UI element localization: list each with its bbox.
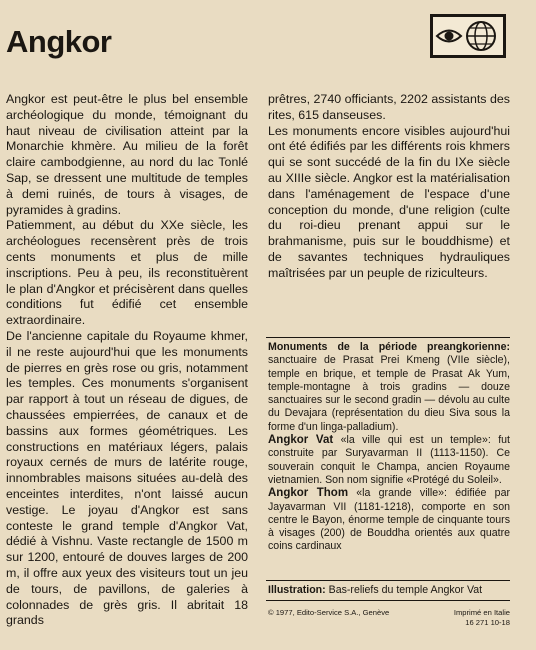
eye-globe-icon: [430, 14, 506, 58]
right-column: [268, 92, 510, 282]
illustration-label: Illustration:: [268, 584, 326, 596]
card-title: Angkor: [6, 24, 112, 59]
illustration-top-rule: [266, 580, 510, 581]
box-angkor-thom-text: «la grande ville»: édifiée par Jayavarman VII (1181-1218), comporte en son centre le Bayon, énorme temple de cinquante tours à visages (200) de Bouddha orientés aux quatre coins cardinaux: [268, 487, 510, 553]
box-preangkor-heading: Monuments de la période preangkorienne:: [268, 341, 510, 353]
left-paragraph: Angkor est peut-être le plus bel ensemble archéologique du monde, témoignant du haut niveau de civilisation atteint par la Monarchie khmère. Au milieu de la forêt claire cambodgienne, au nord du lac Tonlé Sap, se dressent une multitude de temples à demi ruinés, de tours à visages, de pyramides à gradins.: [6, 92, 248, 217]
logo-graphic: [433, 17, 503, 55]
left-column: [6, 92, 248, 629]
left-paragraph: Patiemment, au début du XXe siècle, les archéologues recensèrent près de trois cents monuments et plus de mille inscriptions. Peu à peu, ils reconstituèrent le plan d'Angkor et précisèrent dans quelles conditions fut édifié cet ensemble extraordinaire.: [6, 218, 248, 328]
box-angkor-thom-heading: Angkor Thom: [268, 487, 349, 500]
right-paragraph: Les monuments encore visibles aujourd'hui ont été édifiés par les différents rois khmers qui se sont succédé de la fin du IXe siècle au XIIIe siècle. Angkor est la matérialisation dans l'aménagement de l'espace d'une conception du monde, d'une religion (culte du roi-dieu prenant appui sur le brahmanisme, puis sur le bouddhisme) et de savantes techniques hydrauliques maîtrisées par un peuple de riziculteurs.: [268, 123, 510, 280]
monuments-box: [268, 341, 510, 554]
left-paragraph: De l'ancienne capitale du Royaume khmer, il ne reste aujourd'hui que les monuments de pierres en grès rose ou gris, notamment les temples. Ces monuments s'organisent par rapport à tout un réseau de digues, de chaussées empierrées, de canaux et de bassins aux formes géométriques. Les constructions en matériaux légers, palais royaux cernés de murs de latérite rouge, innombrables maisons situées au-delà des enceintes interdites, n'ont laissé aucun vestige. Le joyau d'Angkor est sans conteste le grand temple d'Angkor Vat, dédié à Vishnu. Vaste rectangle de 1500 m sur 1200, entouré de douves larges de 200 m, il offre aux yeux des visiteurs tout un jeu de tours, de pavillons, de galeries à colonnades de grès gris. Il abritait 18 grands: [6, 328, 248, 628]
box-angkor-vat: [268, 434, 510, 487]
illustration-text: Bas-reliefs du temple Angkor Vat: [325, 584, 483, 596]
footer-print-info: [418, 608, 510, 628]
box-preangkor-text: sanctuaire de Prasat Prei Kmeng (VIIe siècle), temple en brique, et temple de Prasat Ak Yum, temple-montagne à trois gradins — douze sanctuaires sur le second gradin — dévolu au culte du Devajara (représentation du dieu Siva sous la forme d'un linga-palladium).: [268, 354, 510, 433]
footer-printed: Imprimé en Italie: [453, 608, 510, 617]
box-preangkor: [268, 341, 510, 434]
right-paragraph: prêtres, 2740 officiants, 2202 assistants des rites, 615 danseuses.: [268, 92, 510, 122]
illustration-caption: [268, 584, 510, 597]
footer-rule: [266, 600, 510, 601]
box-angkor-vat-text: «la ville qui est un temple»: fut construite par Suryavarman II (1113-1150). Ce souverain conquit le Champa, ancien Royaume vietnamien. Son nom signifie «Protégé du Soleil».: [268, 434, 510, 486]
box-angkor-vat-heading: Angkor Vat: [268, 434, 334, 447]
footer-code: 16 271 10-18: [465, 618, 510, 627]
box-angkor-thom: [268, 487, 510, 553]
box-top-rule: [266, 337, 510, 338]
footer-copyright: © 1977, Edito-Service S.A., Genève: [268, 608, 390, 617]
